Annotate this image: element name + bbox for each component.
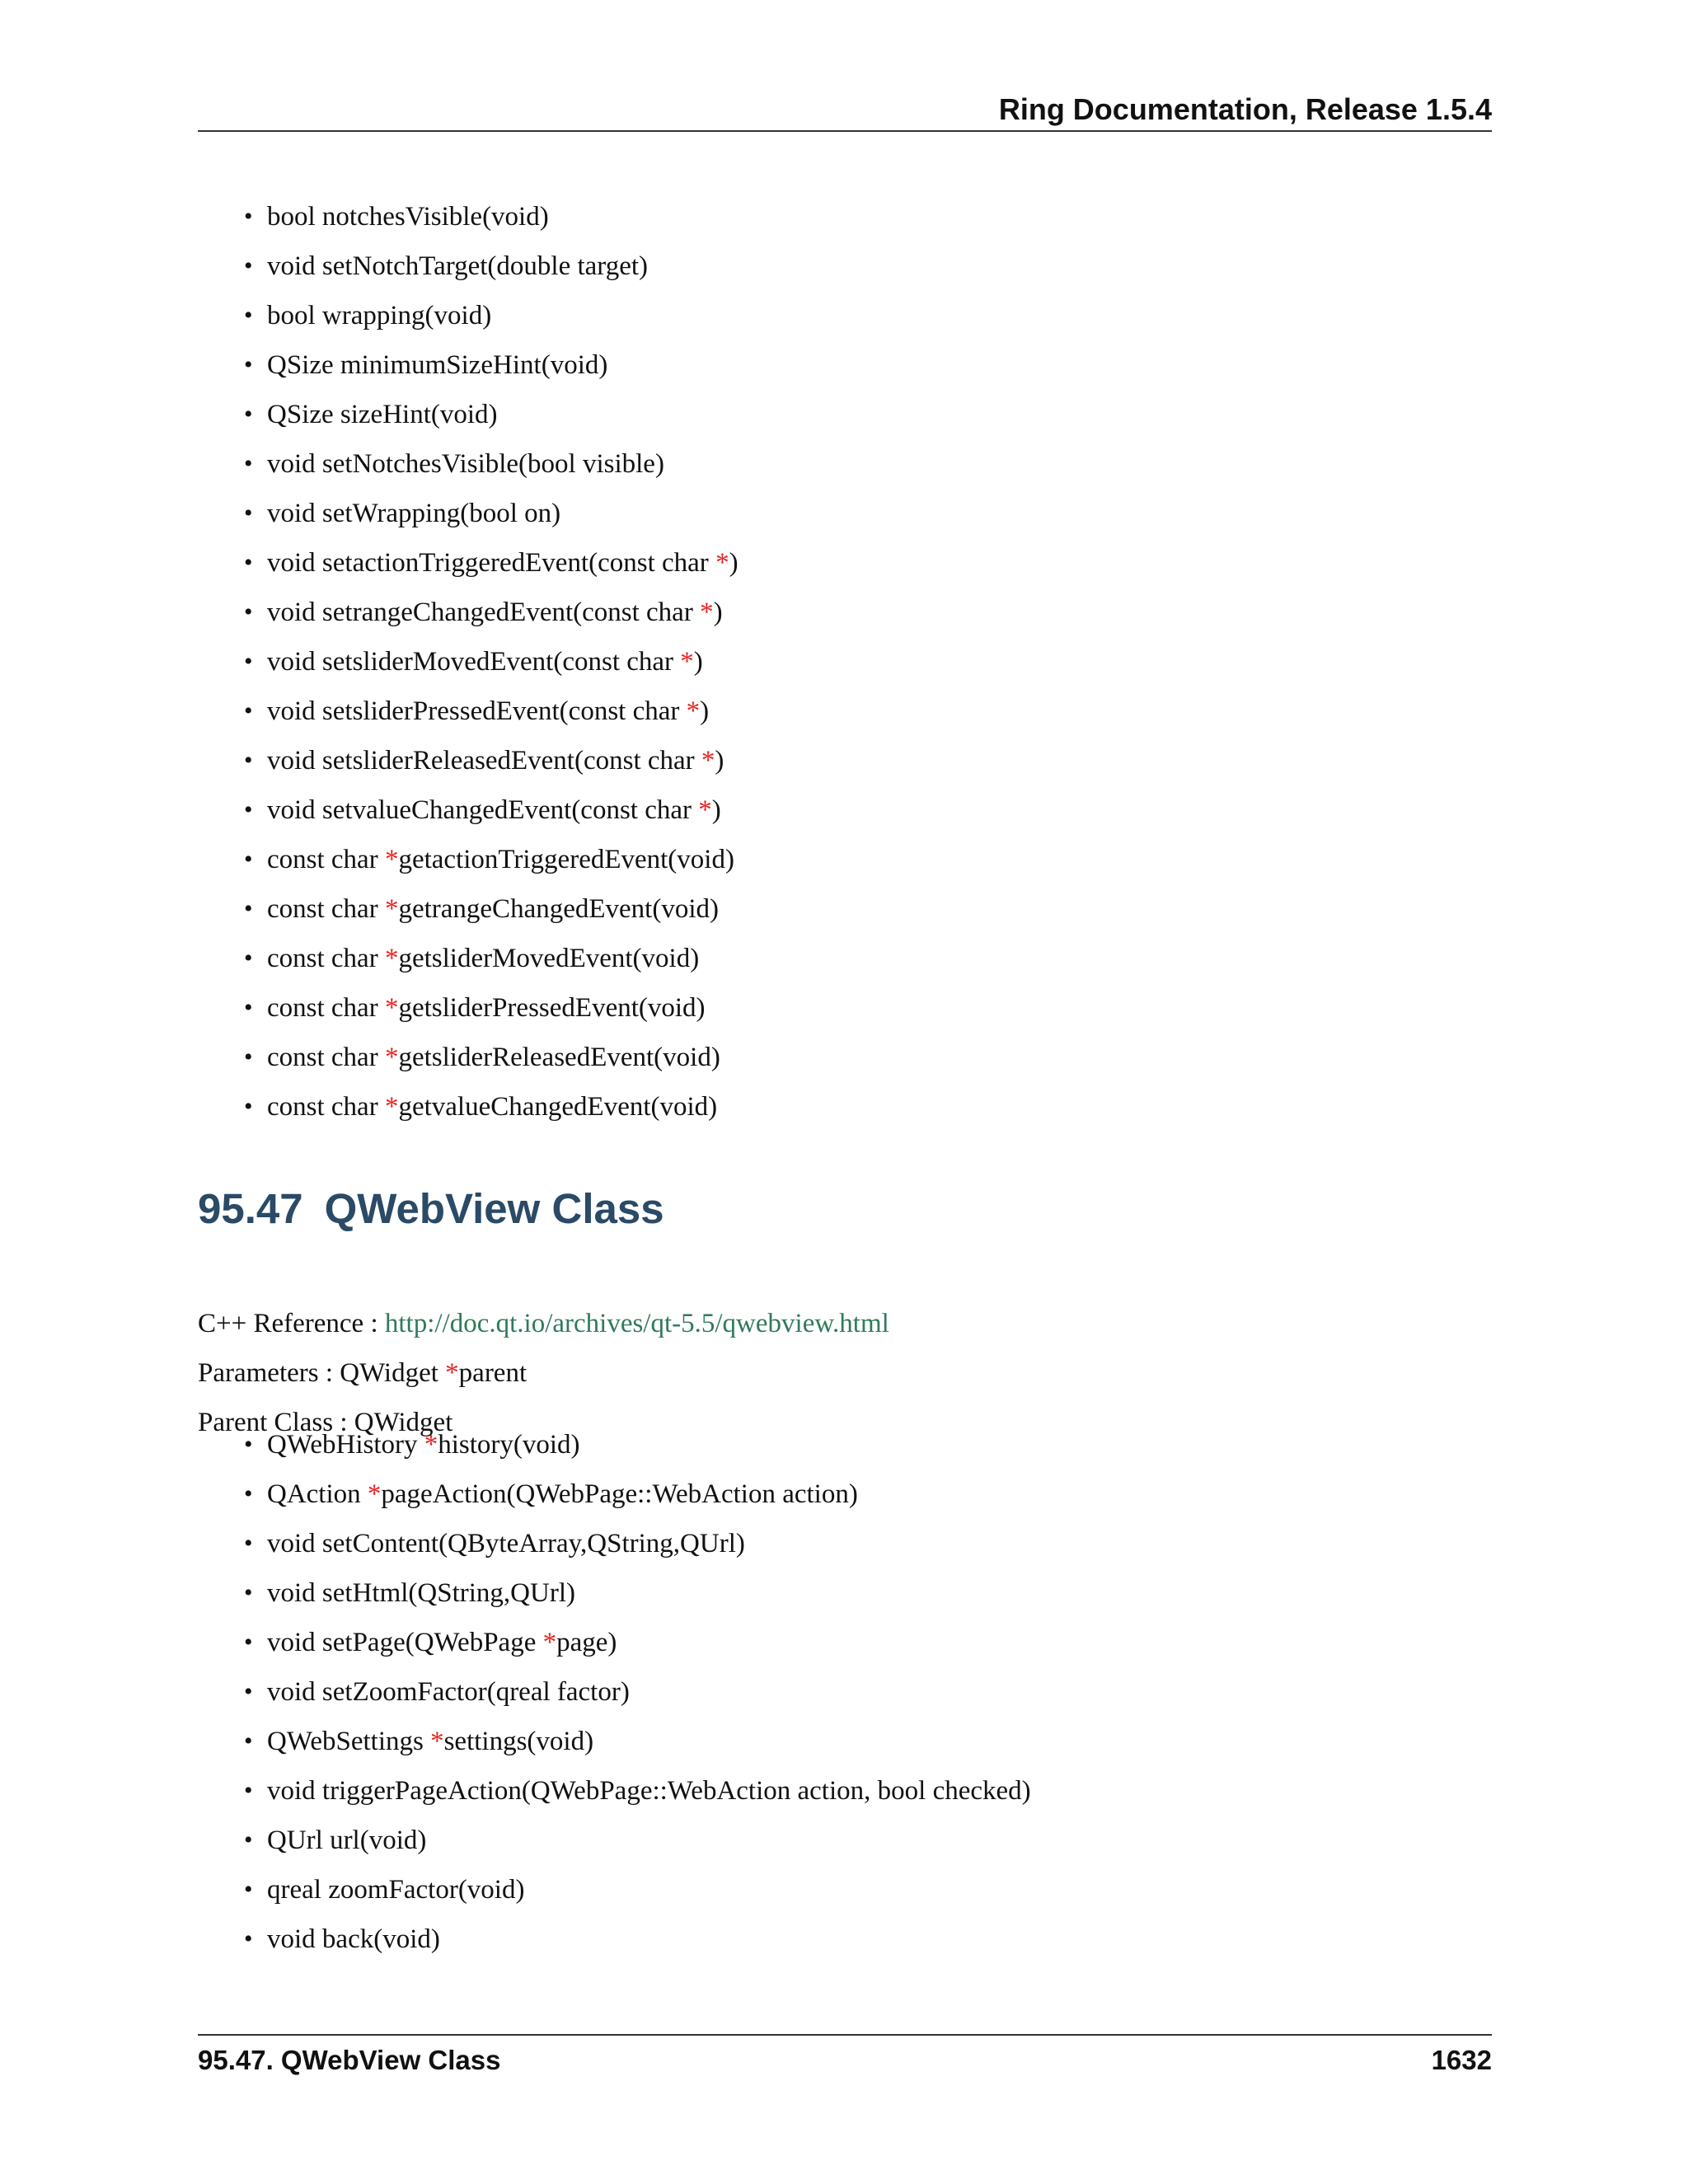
method-text: QAction	[267, 1479, 368, 1509]
pointer-star: *	[701, 746, 715, 776]
method-text: void setPage(QWebPage	[267, 1628, 543, 1657]
method-text: getvalueChangedEvent(void)	[398, 1092, 718, 1122]
method-text: getrangeChangedEvent(void)	[398, 894, 719, 924]
pointer-star: *	[384, 944, 399, 973]
method-item	[244, 1618, 1031, 1667]
method-item	[244, 1816, 1031, 1865]
page-footer	[198, 2034, 1492, 2085]
section-number: 95.47	[198, 1185, 303, 1232]
method-text: getsliderMovedEvent(void)	[398, 944, 700, 973]
pointer-star: *	[384, 845, 399, 874]
method-item	[244, 983, 738, 1033]
method-item	[244, 192, 738, 241]
page-header	[198, 89, 1492, 132]
method-text: QSize sizeHint(void)	[267, 400, 498, 429]
pointer-star: *	[384, 894, 399, 924]
method-text: )	[729, 548, 738, 578]
method-item	[244, 1519, 1031, 1568]
method-text: )	[711, 795, 721, 825]
method-item	[244, 1717, 1031, 1766]
method-text: bool wrapping(void)	[267, 301, 492, 330]
pointer-star: *	[445, 1358, 459, 1388]
section-heading	[198, 1180, 664, 1238]
cpp-reference-label: C++ Reference :	[198, 1309, 385, 1338]
footer-section: 95.47. QWebView Class	[198, 2045, 501, 2075]
parent-class-line: Parent Class : QWidget	[198, 1408, 453, 1437]
method-item	[244, 687, 738, 736]
pointer-star: *	[430, 1727, 444, 1756]
method-text: QUrl url(void)	[267, 1825, 427, 1855]
method-item	[244, 1420, 1031, 1469]
method-text: getsliderReleasedEvent(void)	[398, 1043, 720, 1072]
method-text: const char	[267, 993, 385, 1023]
method-item	[244, 884, 738, 934]
method-item	[244, 439, 738, 489]
method-item	[244, 241, 738, 291]
page-number: 1632	[1431, 2045, 1492, 2075]
method-list-qwebview	[244, 1420, 1031, 1964]
method-text: settings(void)	[443, 1727, 594, 1756]
method-text: getsliderPressedEvent(void)	[398, 993, 706, 1023]
method-item	[244, 934, 738, 983]
method-text: void setrangeChangedEvent(const char	[267, 598, 701, 627]
pointer-star: *	[384, 1043, 399, 1072]
method-item	[244, 785, 738, 835]
pointer-star: *	[715, 548, 729, 578]
pointer-star: *	[424, 1430, 438, 1460]
method-item	[244, 1667, 1031, 1717]
method-text: const char	[267, 1043, 385, 1072]
method-item	[244, 1915, 1031, 1964]
method-text: QWebHistory	[267, 1430, 424, 1460]
method-text: const char	[267, 1092, 385, 1122]
method-item	[244, 1568, 1031, 1618]
method-list-slider	[244, 192, 738, 1132]
method-text: getactionTriggeredEvent(void)	[398, 845, 734, 874]
method-text: void setNotchesVisible(bool visible)	[267, 449, 664, 479]
method-text: pageAction(QWebPage::WebAction action)	[381, 1479, 858, 1509]
document-title: Ring Documentation, Release 1.5.4	[998, 92, 1492, 126]
method-item	[244, 1865, 1031, 1915]
method-item	[244, 1469, 1031, 1519]
parameters-label: Parameters : QWidget	[198, 1358, 446, 1388]
method-text: const char	[267, 944, 385, 973]
method-text: )	[713, 598, 723, 627]
cpp-reference-line	[198, 1299, 889, 1348]
method-item	[244, 340, 738, 390]
method-item	[244, 390, 738, 439]
pointer-star: *	[384, 1092, 399, 1122]
method-text: )	[693, 647, 703, 677]
pointer-star: *	[367, 1479, 382, 1509]
method-text: const char	[267, 894, 385, 924]
method-item	[244, 1766, 1031, 1816]
method-text: void setHtml(QString,QUrl)	[267, 1578, 575, 1608]
method-text: )	[700, 696, 710, 726]
pointer-star: *	[698, 795, 712, 825]
method-text: void triggerPageAction(QWebPage::WebAction action, bool checked)	[267, 1776, 1031, 1806]
method-item	[244, 588, 738, 637]
pointer-star: *	[384, 993, 399, 1023]
method-text: void setNotchTarget(double target)	[267, 251, 648, 281]
method-text: page)	[556, 1628, 617, 1657]
parameters-line	[198, 1348, 527, 1398]
method-item	[244, 1033, 738, 1082]
parameters-value: parent	[458, 1358, 528, 1388]
method-item	[244, 291, 738, 340]
pointer-star: *	[686, 696, 701, 726]
pointer-star: *	[700, 598, 714, 627]
method-text: void setWrapping(bool on)	[267, 499, 561, 528]
section-title: QWebView Class	[324, 1185, 664, 1232]
method-text: void setContent(QByteArray,QString,QUrl)	[267, 1529, 745, 1558]
method-text: void setactionTriggeredEvent(const char	[267, 548, 716, 578]
method-text: void setsliderPressedEvent(const char	[267, 696, 687, 726]
method-text: bool notchesVisible(void)	[267, 202, 549, 232]
method-text: qreal zoomFactor(void)	[267, 1875, 525, 1905]
pointer-star: *	[542, 1628, 557, 1657]
method-item	[244, 637, 738, 687]
method-text: void setsliderReleasedEvent(const char	[267, 746, 701, 776]
pointer-star: *	[680, 647, 694, 677]
method-text: void setsliderMovedEvent(const char	[267, 647, 681, 677]
method-item	[244, 538, 738, 588]
method-item	[244, 736, 738, 785]
method-text: history(void)	[438, 1430, 580, 1460]
method-item	[244, 1082, 738, 1132]
method-text: QWebSettings	[267, 1727, 431, 1756]
method-text: void back(void)	[267, 1924, 440, 1954]
method-text: const char	[267, 845, 385, 874]
method-text: void setZoomFactor(qreal factor)	[267, 1677, 630, 1707]
method-text: QSize minimumSizeHint(void)	[267, 350, 608, 380]
method-text: )	[715, 746, 724, 776]
method-item	[244, 835, 738, 884]
cpp-reference-link[interactable]: http://doc.qt.io/archives/qt-5.5/qwebview.html	[384, 1309, 889, 1338]
method-text: void setvalueChangedEvent(const char	[267, 795, 699, 825]
method-item	[244, 489, 738, 538]
